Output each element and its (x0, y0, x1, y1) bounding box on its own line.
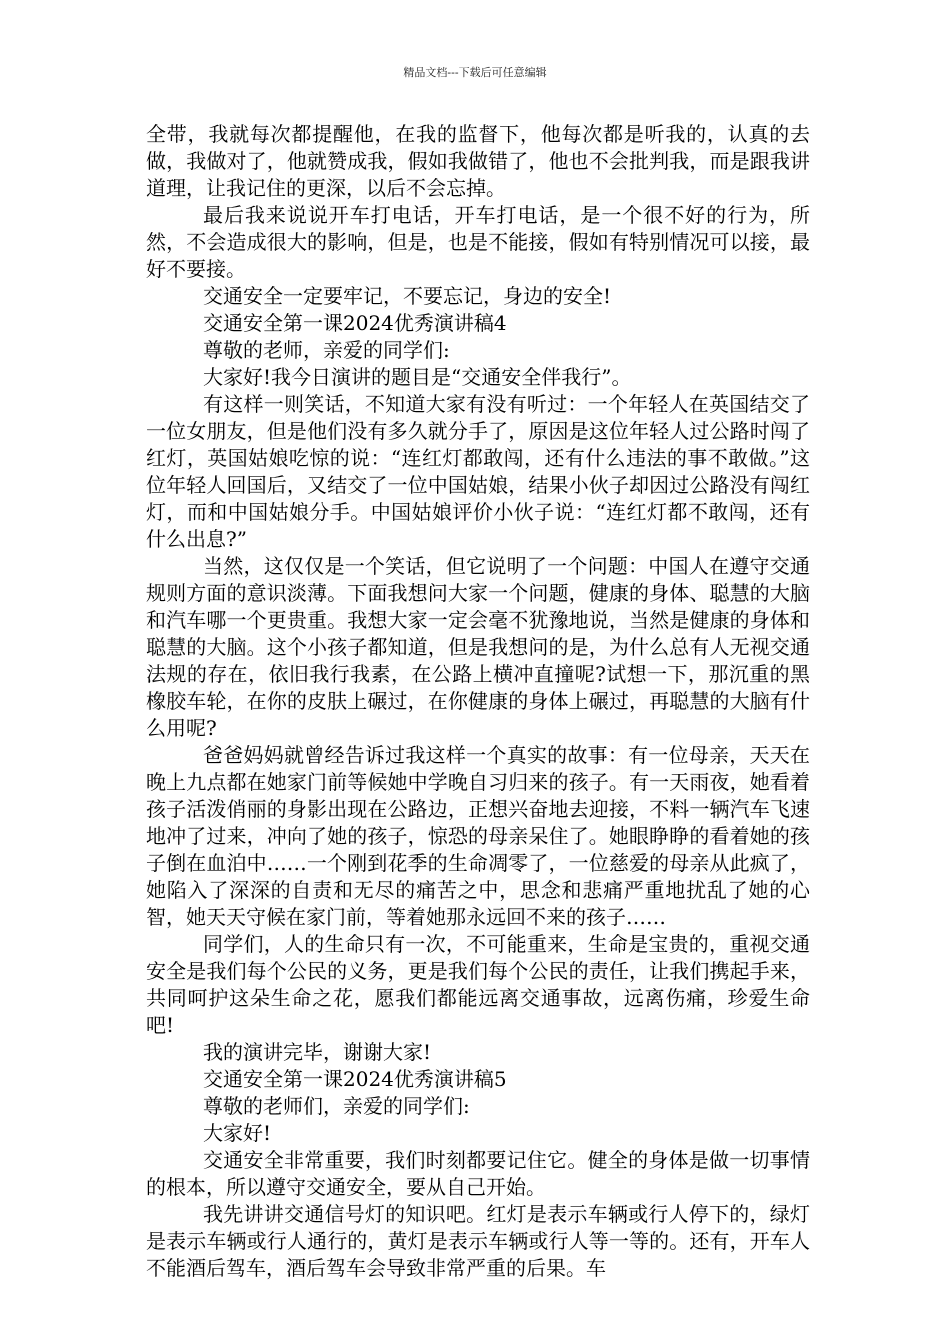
paragraph: 我先讲讲交通信号灯的知识吧。红灯是表示车辆或行人停下的，绿灯是表示车辆或行人通行的，黄灯是表示车辆或行人等一等的。还有，开车人不能酒后驾车，酒后驾车会导致非常严重的后果。车 (146, 1202, 810, 1280)
paragraph: 有这样一则笑话，不知道大家有没有听过：一个年轻人在英国结交了一位女朋友，但是他们没有多久就分手了，原因是这位年轻人过公路时闯了红灯，英国姑娘吃惊的说：“连红灯都敢闯，还有什么违法的事不敢做。”这位年轻人回国后，又结交了一位中国姑娘，结果小伙子却因过公路没有闯红灯，而和中国姑娘分手。中国姑娘评价小伙子说：“连红灯都不敢闯，还有什么出息?” (146, 392, 810, 551)
section-title: 交通安全第一课2024优秀演讲稿5 (203, 1067, 507, 1091)
document-body (146, 121, 810, 1282)
paragraph: 交通安全一定要牢记，不要忘记，身边的安全! (203, 284, 612, 308)
paragraph: 爸爸妈妈就曾经告诉过我这样一个真实的故事：有一位母亲，天天在晚上九点都在她家门前等候她中学晚自习归来的孩子。有一天雨夜，她看着孩子活泼俏丽的身影出现在公路边，正想兴奋地去迎接，不料一辆汽车飞速地冲了过来，冲向了她的孩子，惊恐的母亲呆住了。她眼睁睁的看着她的孩子倒在血泊中……一个刚到花季的生命凋零了，一位慈爱的母亲从此疯了，她陷入了深深的自责和无尽的痛苦之中，思念和悲痛严重地扰乱了她的心智，她天天守候在家门前，等着她那永远回不来的孩子…… (146, 743, 810, 929)
closing: 我的演讲完毕，谢谢大家! (203, 1040, 432, 1064)
paragraph: 全带，我就每次都提醒他，在我的监督下，他每次都是听我的，认真的去做，我做对了，他就赞成我，假如我做错了，他也不会批判我，而是跟我讲道理，让我记住的更深，以后不会忘掉。 (146, 122, 810, 200)
greeting: 大家好! (203, 1121, 272, 1145)
greeting: 大家好!我今日演讲的题目是“交通安全伴我行”。 (203, 365, 632, 389)
salutation: 尊敬的老师们，亲爱的同学们: (203, 1094, 470, 1118)
paragraph: 当然，这仅仅是一个笑话，但它说明了一个问题：中国人在遵守交通规则方面的意识淡薄。下面我想问大家一个问题，健康的身体、聪慧的大脑和汽车哪一个更贵重。我想大家一定会毫不犹豫地说，当然是健康的身体和聪慧的大脑。这个小孩子都知道，但是我想问的是，为什么总有人无视交通法规的存在，依旧我行我素，在公路上横冲直撞呢?试想一下，那沉重的黑橡胶车轮，在你的皮肤上碾过，在你健康的身体上碾过，再聪慧的大脑有什么用呢? (146, 554, 810, 740)
paragraph: 交通安全非常重要，我们时刻都要记住它。健全的身体是做一切事情的根本，所以遵守交通安全，要从自己开始。 (146, 1148, 810, 1199)
paragraph: 同学们，人的生命只有一次，不可能重来，生命是宝贵的，重视交通安全是我们每个公民的义务，更是我们每个公民的责任，让我们携起手来，共同呵护这朵生命之花，愿我们都能远离交通事故，远离伤痛，珍爱生命吧! (146, 932, 810, 1037)
salutation: 尊敬的老师，亲爱的同学们: (203, 338, 450, 362)
page-header: 精品文档---下载后可任意编辑 (403, 66, 547, 79)
paragraph: 最后我来说说开车打电话，开车打电话，是一个很不好的行为，所然，不会造成很大的影响，但是，也是不能接，假如有特别情况可以接，最好不要接。 (146, 203, 810, 281)
section-title: 交通安全第一课2024优秀演讲稿4 (203, 311, 507, 335)
